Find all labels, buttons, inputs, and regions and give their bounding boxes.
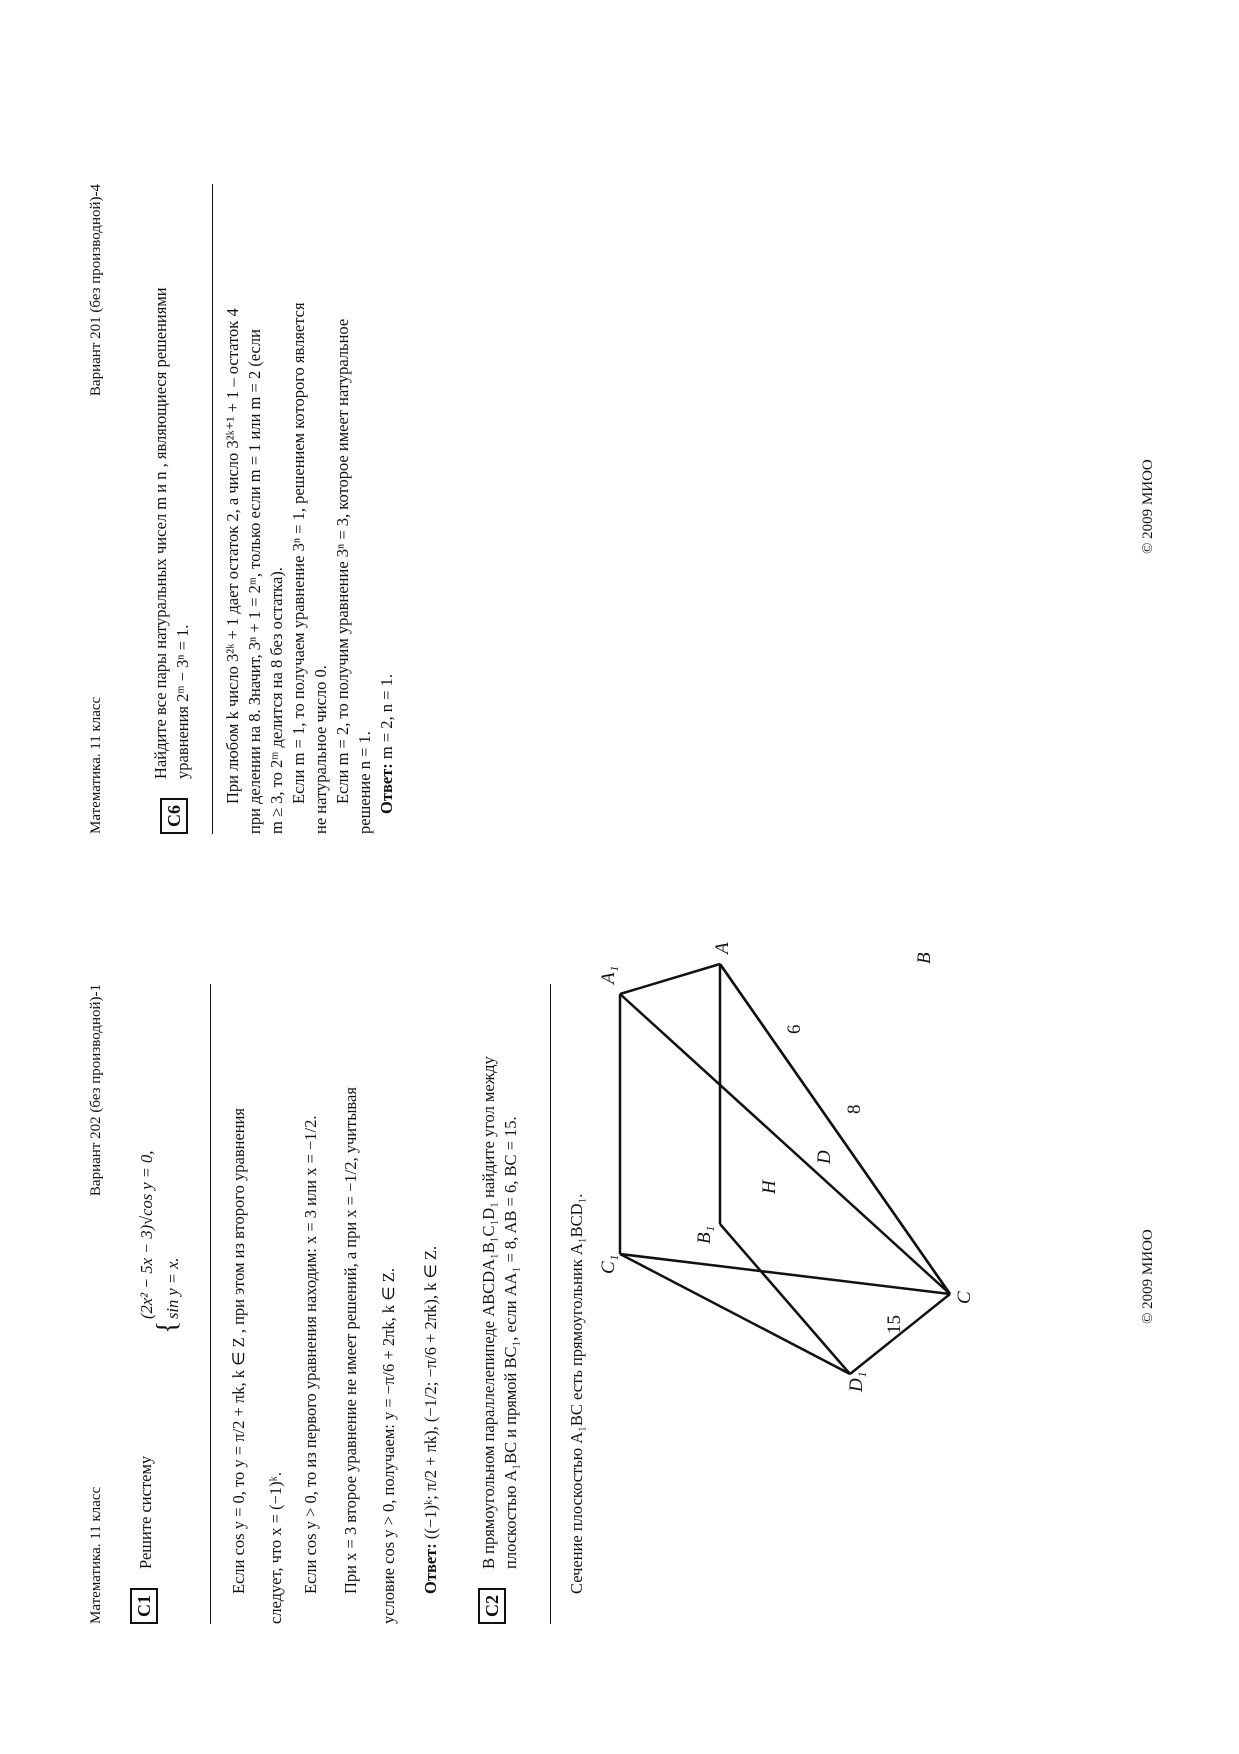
c6-solution-p2a: Если m = 1, то получаем уравнение 3ⁿ = 1, решением которого является (289, 302, 308, 804)
page-footer: © 2009 МИОО (1140, 1229, 1156, 1324)
c1-solution-p3a: При x = 3 второе уравнение не имеет решений, а при x = −1/2, учитывая (341, 1087, 360, 1594)
c1-answer (420, 1246, 442, 1594)
c2-task-line1: В прямоугольном параллелепипеде ABCDA₁B₁C₁D₁ найдите угол между (479, 1056, 498, 1569)
c1-solution-p3b: условие cos y > 0, получаем: y = −π/6 + 2πk, k ∈ Z. (379, 1268, 398, 1624)
c1-task-text: Решите систему (136, 1455, 155, 1569)
edge (620, 964, 720, 994)
system-brace: { (152, 1320, 183, 1334)
c6-solution-p1a: При любом k число 3²ᵏ + 1 дает остаток 2, а число 3²ᵏ⁺¹ + 1 – остаток 4 (223, 308, 242, 804)
answer-value: ((−1)ᵏ; π/2 + πk), (−1/2; −π/6 + 2πk), k ∈ Z. (421, 1245, 440, 1540)
c2-task-line2: плоскостью A₁BC и прямой BC₁, если AA₁ = 8, AB = 6, BC = 15. (501, 1116, 520, 1569)
answer-label: Ответ: (377, 763, 396, 814)
c6-solution-p3b: решение n = 1. (355, 731, 374, 834)
page-variant-202 (0, 942, 1239, 1624)
answer-label: Ответ: (421, 1543, 440, 1594)
c6-solution-p2b: не натуральное число 0. (311, 665, 330, 834)
length-15: 15 (884, 1315, 905, 1334)
length-6: 6 (784, 1024, 805, 1034)
label-A: A (712, 942, 733, 954)
edge (850, 1294, 950, 1374)
page-variant-201 (0, 184, 1239, 834)
c1-solution-p1b: следует, что x = (−1)ᵏ. (266, 1472, 285, 1624)
label-C1: C₁ (598, 1254, 619, 1274)
c1-solution-p1a: Если cos y = 0, то y = π/2 + πk, k ∈ Z , при этом из второго уравнения (229, 1107, 248, 1594)
c6-task-line1: Найдите все пары натуральных чисел m и n , являющиеся решениями (151, 287, 170, 779)
task-badge-c1: C1 (130, 1588, 158, 1624)
task-badge-c2: C2 (478, 1588, 506, 1624)
label-B1: B₁ (694, 1225, 715, 1244)
c1-solution-p2: Если cos y > 0, то из первого уравнения находим: x = 3 или x = −1/2. (301, 1115, 320, 1594)
label-B: B (914, 952, 935, 964)
answer-value: m = 2, n = 1. (377, 674, 396, 760)
c6-solution-p1b: при делении на 8. Значит, 3ⁿ + 1 = 2ᵐ, только если m = 1 или m = 2 (если (245, 329, 264, 834)
label-A1: A₁ (598, 965, 619, 984)
divider (550, 984, 551, 1624)
length-8: 8 (844, 1104, 865, 1114)
page-header-variant: Вариант 201 (без производной)-4 (88, 184, 104, 397)
c6-answer (376, 674, 398, 814)
page-header-subject: Математика. 11 класс (88, 696, 104, 834)
page-header-subject: Математика. 11 класс (88, 1486, 104, 1624)
divider (210, 984, 211, 1624)
label-H: H (759, 1180, 780, 1194)
edge (620, 1254, 850, 1374)
c6-solution-p1c: m ≥ 3, то 2ᵐ делится на 8 без остатка). (267, 567, 286, 834)
task-badge-c6: C6 (160, 798, 188, 834)
c6-task-line2: уравнения 2ᵐ − 3ⁿ = 1. (173, 624, 192, 779)
label-C: C (954, 1291, 975, 1304)
label-D1: D₁ (846, 1371, 867, 1392)
c1-system-eq2: sin y = x. (163, 1257, 182, 1319)
edge (720, 964, 950, 1294)
edge (720, 1224, 850, 1374)
page-header-variant: Вариант 202 (без производной)-1 (88, 984, 104, 1197)
c1-system-eq1: (2x² − 5x − 3)√cos y = 0, (137, 1150, 156, 1319)
c6-solution-p3a: Если m = 2, то получим уравнение 3ⁿ = 3, которое имеет натуральное (333, 318, 352, 804)
divider (212, 184, 213, 834)
edge (620, 1254, 950, 1294)
page-footer: © 2009 МИОО (1140, 459, 1156, 554)
parallelepiped-figure (598, 942, 975, 1394)
edge (620, 994, 950, 1294)
label-D: D (814, 1150, 835, 1164)
c2-solution-text: Сечение плоскостью A₁BC есть прямоугольник A₁BCD₁. (567, 1193, 586, 1594)
